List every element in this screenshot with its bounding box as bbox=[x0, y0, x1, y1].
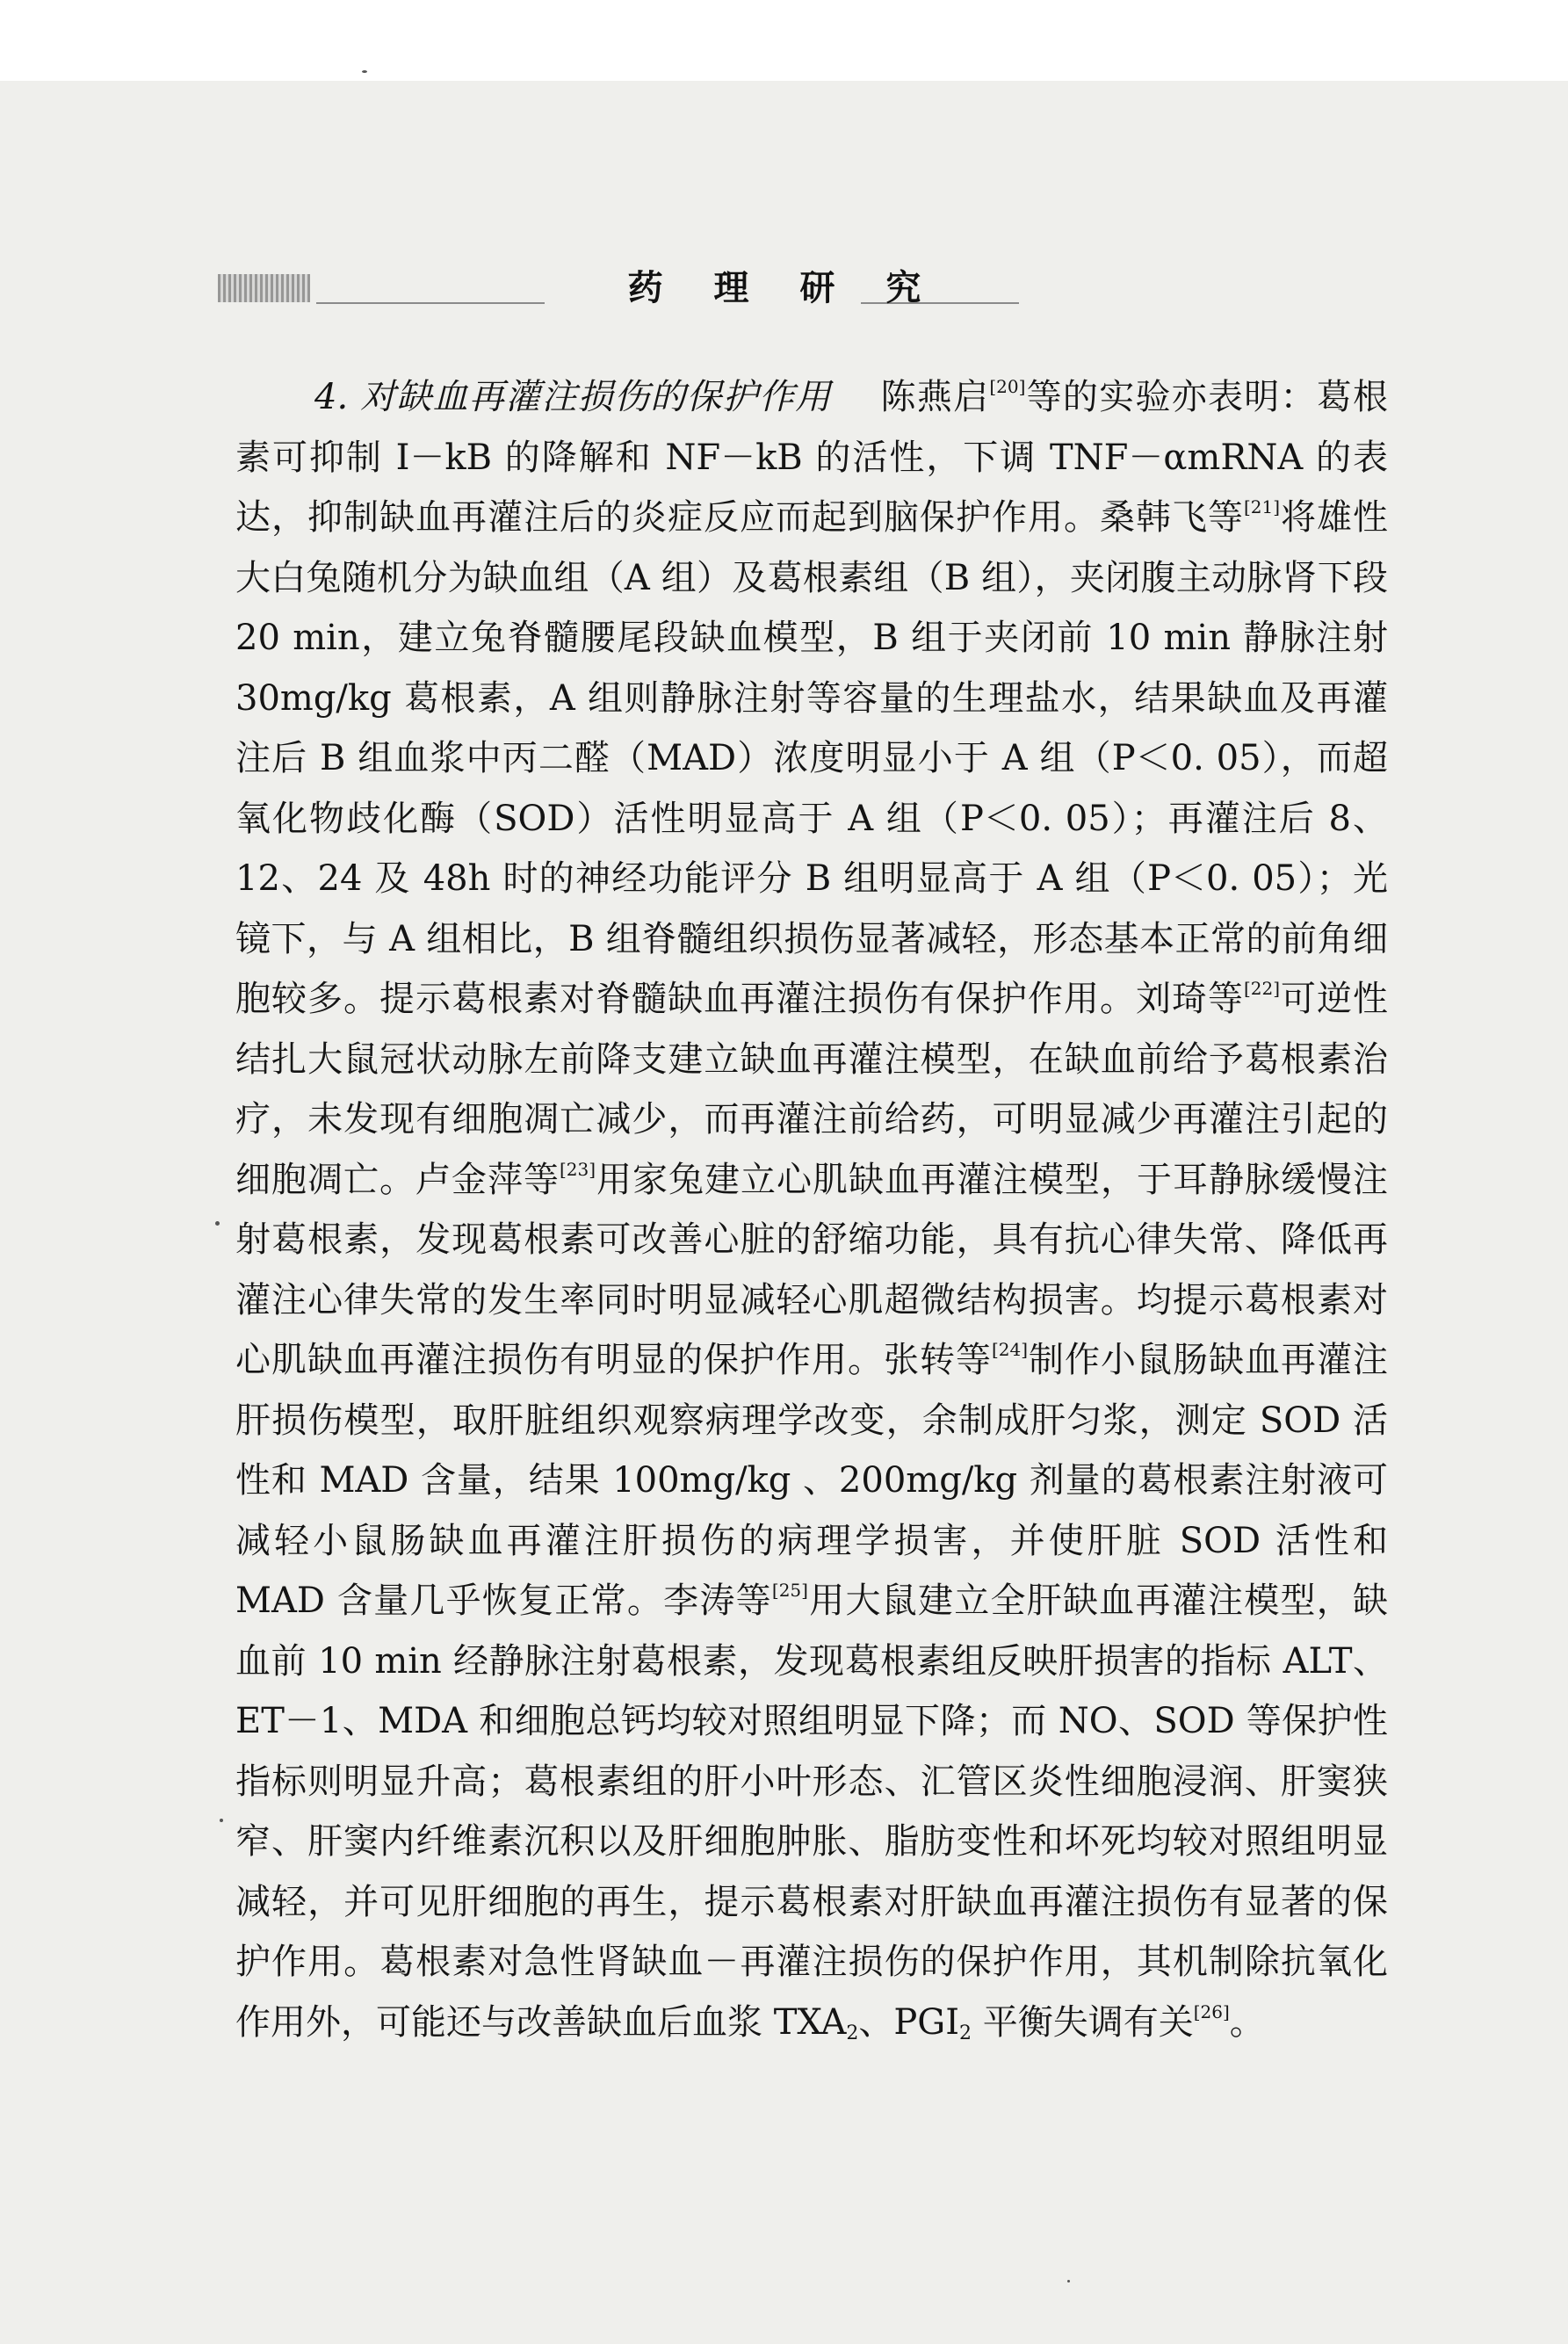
citation-ref: [21] bbox=[1243, 496, 1281, 517]
text-run: 平衡失调有关 bbox=[972, 2001, 1194, 2043]
text-run: 等的实验亦表明：葛根素可抑制 I－kB 的降解和 NF－kB 的活性，下调 TNF－αmRNA 的表达，抑制缺血再灌注后的炎症反应而起到脑保护作用。桑韩飞等 bbox=[235, 377, 1389, 538]
scan-speck bbox=[1067, 2280, 1070, 2283]
text-run: 、PGI bbox=[858, 2001, 960, 2043]
subscript: 2 bbox=[846, 2022, 859, 2044]
subscript: 2 bbox=[959, 2022, 972, 2044]
text-run: 。 bbox=[1229, 2001, 1265, 2043]
scan-speck bbox=[215, 1221, 220, 1226]
citation-ref: [26] bbox=[1193, 2000, 1230, 2022]
citation-ref: [22] bbox=[1243, 978, 1281, 999]
citation-ref: [25] bbox=[771, 1580, 808, 1601]
text-run: 制作小鼠肠缺血再灌注肝损伤模型，取肝脏组织观察病理学改变，余制成肝匀浆，测定 SOD 活性和 MAD 含量，结果 100mg/kg 、200mg/kg 剂量的葛根素注射液可减轻小鼠肠缺血再灌注肝损伤的病理学损害，并使肝脏 SOD 活性和 MAD 含量几乎恢复正常。李涛等 bbox=[235, 1340, 1389, 1621]
text-run: 用大鼠建立全肝缺血再灌注模型，缺血前 10 min 经静脉注射葛根素，发现葛根素组反映肝损害的指标 ALT、ET－1、MDA 和细胞总钙均较对照组明显下降；而 NO、SOD 等保护性指标则明显升高；葛根素组的肝小叶形态、汇管区炎性细胞浸润、肝窦狭窄、肝窦内纤维素沉积以及肝细胞肿胀、脂肪变性和坏死均较对照组明显减轻，并可见肝细胞的再生，提示葛根素对肝缺血再灌注损伤有显著的保护作用。葛根素对急性肾缺血－再灌注损伤的保护作用，其机制除抗氧化作用外，可能还与改善缺血后血浆 TXA bbox=[235, 1581, 1388, 2043]
text-run: 可逆性结扎大鼠冠状动脉左前降支建立缺血再灌注模型，在缺血前给予葛根素治疗，未发现有细胞凋亡减少，而再灌注前给药，可明显减少再灌注引起的细胞凋亡。卢金萍等 bbox=[235, 979, 1389, 1200]
citation-ref: [24] bbox=[991, 1339, 1029, 1360]
section-heading: 4. 对缺血再灌注损伤的保护作用 bbox=[314, 377, 832, 417]
running-header-title: 药 理 研 究 bbox=[627, 267, 941, 308]
body-paragraph bbox=[235, 367, 1388, 2052]
scan-speck bbox=[362, 70, 367, 73]
text-run: 陈燕启 bbox=[880, 377, 990, 417]
text-run: 用家兔建立心肌缺血再灌注模型，于耳静脉缓慢注射葛根素，发现葛根素可改善心脏的舒缩功能，具有抗心律失常、降低再灌注心律失常的发生率同时明显减轻心肌超微结构损害。均提示葛根素对心肌缺血再灌注损伤有明显的保护作用。张转等 bbox=[235, 1159, 1389, 1380]
citation-ref: [20] bbox=[989, 376, 1026, 397]
page-top-margin bbox=[0, 0, 1568, 81]
text-run: 将雄性大白兔随机分为缺血组（A 组）及葛根素组（B 组），夹闭腹主动脉肾下段 20 min，建立兔脊髓腰尾段缺血模型，B 组于夹闭前 10 min 静脉注射 30mg/kg 葛根素，A 组则静脉注射等容量的生理盐水，结果缺血及再灌注后 B 组血浆中丙二醛（MAD）浓度明显小于 A 组（P＜0. 05），而超氧化物歧化酶（SOD）活性明显高于 A 组（P＜0. 05）；再灌注后 8、12、24 及 48h 时的神经功能评分 B 组明显高于 A 组（P＜0. 05）；光镜下，与 A 组相比，B 组脊髓组织损伤显著减轻，形态基本正常的前角细胞较多。提示葛根素对脊髓缺血再灌注损伤有保护作用。刘琦等 bbox=[235, 497, 1389, 1019]
citation-ref: [23] bbox=[559, 1158, 596, 1180]
scan-speck bbox=[220, 1819, 223, 1822]
